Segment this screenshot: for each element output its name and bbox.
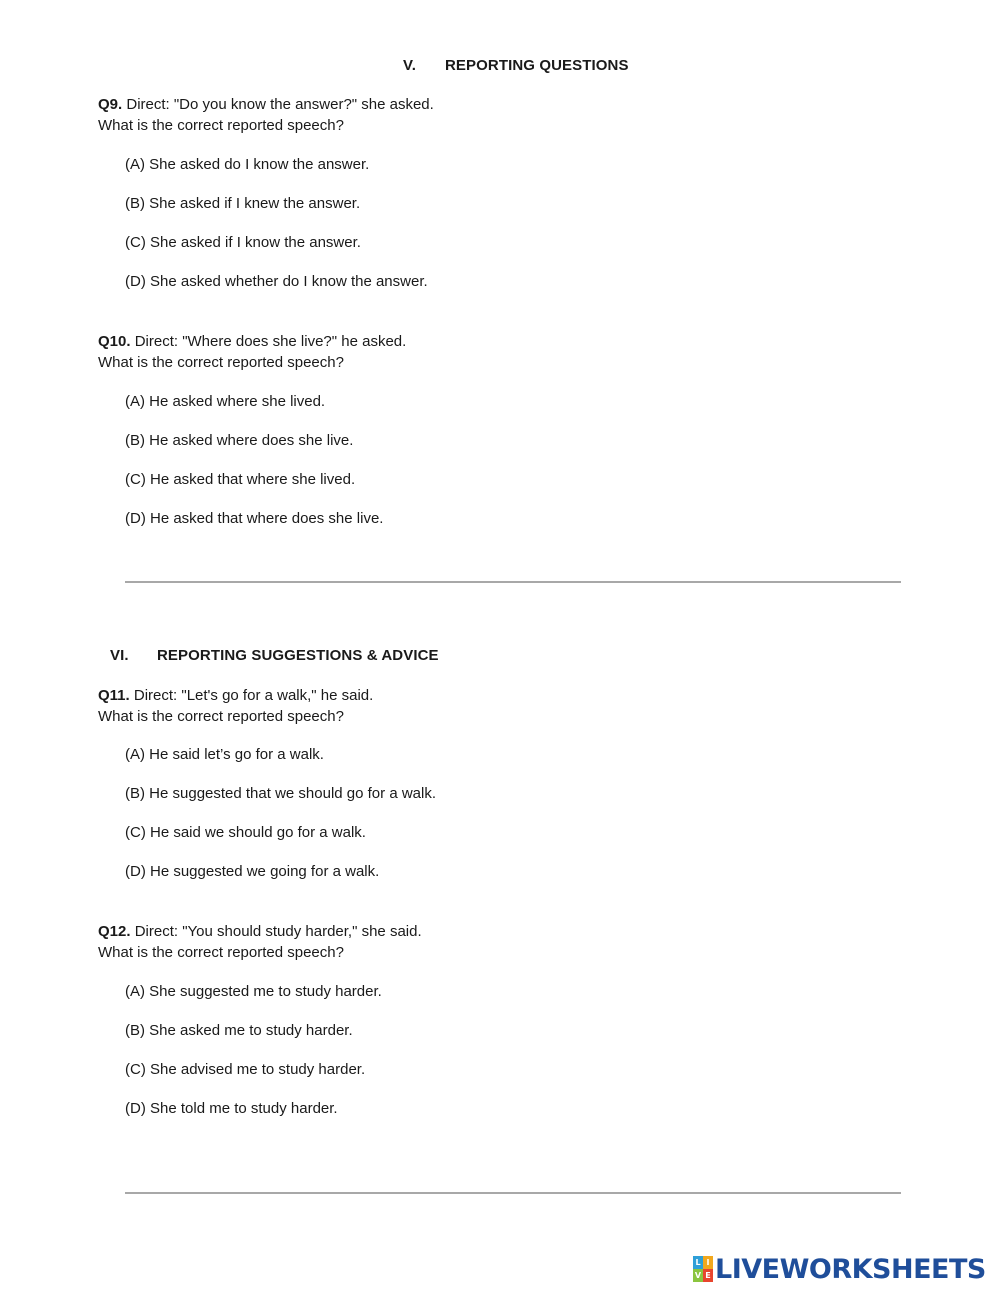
option-q10-d[interactable]: (D) He asked that where does she live.: [125, 510, 384, 527]
section-numeral: V.: [403, 57, 416, 74]
question-label: Q10.: [98, 333, 131, 350]
section-heading-vi: [110, 647, 439, 664]
option-q10-c[interactable]: (C) He asked that where she lived.: [125, 471, 356, 488]
logo-cubes-icon: [693, 1256, 713, 1282]
logo-text: LIVEWORKSHEETS: [715, 1253, 986, 1285]
section-heading-v: [403, 57, 629, 74]
option-q9-d[interactable]: (D) She asked whether do I know the answer.: [125, 273, 428, 290]
section-divider: [125, 1192, 901, 1194]
question-direct-text: Direct: "You should study harder," she said.: [130, 923, 422, 940]
option-q10-b[interactable]: (B) He asked where does she live.: [125, 432, 354, 449]
logo-cube: V: [694, 1271, 702, 1280]
section-title: REPORTING SUGGESTIONS & ADVICE: [157, 647, 439, 664]
option-q9-c[interactable]: (C) She asked if I know the answer.: [125, 234, 361, 251]
question-direct-text: Direct: "Let's go for a walk," he said.: [129, 687, 374, 704]
question-q11-prompt: What is the correct reported speech?: [98, 708, 344, 725]
option-q12-a[interactable]: (A) She suggested me to study harder.: [125, 983, 382, 1000]
option-q9-b[interactable]: (B) She asked if I knew the answer.: [125, 195, 361, 212]
section-numeral: VI.: [110, 647, 129, 664]
section-title: REPORTING QUESTIONS: [445, 57, 629, 74]
question-q9-prompt: What is the correct reported speech?: [98, 117, 344, 134]
logo-cube: I: [703, 1256, 713, 1269]
option-q11-b[interactable]: (B) He suggested that we should go for a walk.: [125, 785, 437, 802]
question-q11-direct: [98, 685, 373, 706]
option-q12-d[interactable]: (D) She told me to study harder.: [125, 1100, 338, 1117]
question-q12-prompt: What is the correct reported speech?: [98, 944, 344, 961]
question-q10-direct: [98, 331, 406, 352]
question-direct-text: Direct: "Where does she live?" he asked.: [130, 333, 407, 350]
question-q12-direct: [98, 921, 422, 942]
logo-cube: E: [703, 1269, 713, 1282]
question-direct-text: Direct: "Do you know the answer?" she asked.: [122, 96, 434, 113]
option-q12-b[interactable]: (B) She asked me to study harder.: [125, 1022, 353, 1039]
option-q11-a[interactable]: (A) He said let’s go for a walk.: [125, 746, 324, 763]
liveworksheets-logo: [693, 1252, 986, 1286]
option-q12-c[interactable]: (C) She advised me to study harder.: [125, 1061, 366, 1078]
option-q10-a[interactable]: (A) He asked where she lived.: [125, 393, 326, 410]
question-label: Q12.: [98, 923, 131, 940]
option-q11-c[interactable]: (C) He said we should go for a walk.: [125, 824, 366, 841]
option-q11-d[interactable]: (D) He suggested we going for a walk.: [125, 863, 380, 880]
option-q9-a[interactable]: (A) She asked do I know the answer.: [125, 156, 370, 173]
logo-cube: L: [693, 1256, 703, 1269]
question-label: Q9.: [98, 96, 123, 113]
question-q9-direct: [98, 94, 434, 115]
question-q10-prompt: What is the correct reported speech?: [98, 354, 344, 371]
section-divider: [125, 581, 901, 583]
question-label: Q11.: [98, 687, 130, 704]
